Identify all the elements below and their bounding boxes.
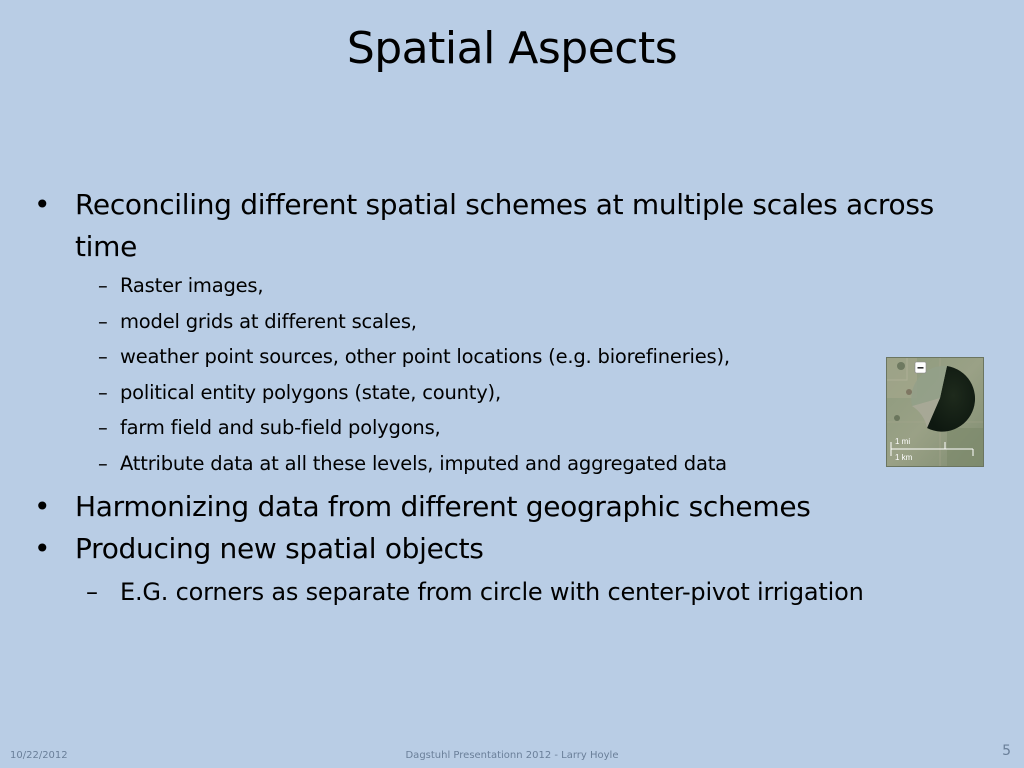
bullet-reconciling (34, 184, 994, 268)
scale-mi-label: 1 mi (895, 437, 911, 446)
dash-icon: – (98, 309, 108, 333)
sub-bullet-text: weather point sources, other point locations (e.g. biorefineries), (120, 345, 730, 369)
sub-bullet-political-polygons (34, 375, 994, 411)
center-pivot-satellite-image (886, 357, 984, 467)
scale-km-label: 1 km (895, 453, 913, 462)
footer-date: 10/22/2012 (10, 750, 68, 761)
dash-icon: – (98, 345, 108, 369)
bullet-harmonizing (34, 486, 994, 528)
sub-bullet-weather-points (34, 339, 994, 375)
slide-number: 5 (1002, 743, 1011, 759)
dash-icon: – (86, 577, 98, 606)
satellite-map-icon (887, 358, 983, 466)
footer-presentation-title: Dagstuhl Presentationn 2012 - Larry Hoyle (405, 750, 619, 761)
dash-icon: – (98, 274, 108, 297)
bullet-text: Reconciling different spatial schemes at multiple scales across time (75, 188, 934, 263)
bullet-icon: • (34, 531, 51, 565)
dash-icon: – (98, 380, 108, 404)
bullet-list (34, 184, 994, 614)
sub-bullet-text: model grids at different scales, (120, 309, 417, 333)
slide-title: Spatial Aspects (346, 23, 678, 74)
bullet-producing (34, 528, 994, 570)
sub-bullet-model-grids (34, 304, 994, 340)
sub-bullet-text: Attribute data at all these levels, imputed and aggregated data (120, 451, 727, 475)
bullet-icon: • (34, 489, 51, 523)
dash-icon: – (98, 451, 108, 475)
sub-bullet-text: political entity polygons (state, county), (120, 380, 501, 404)
sub-bullet-center-pivot (34, 570, 994, 614)
bullet-text: Producing new spatial objects (75, 531, 484, 565)
sub-bullet-text: E.G. corners as separate from circle with center-pivot irrigation (120, 577, 864, 606)
sub-bullet-raster (34, 268, 994, 304)
bullet-icon: • (34, 188, 51, 221)
bullet-text: Harmonizing data from different geographic schemes (75, 489, 811, 523)
sub-bullet-text: Raster images, (120, 274, 264, 297)
dash-icon: – (98, 416, 108, 440)
sub-bullet-text: farm field and sub-field polygons, (120, 416, 441, 440)
sub-bullet-farm-field (34, 410, 994, 446)
sub-bullet-attribute-data (34, 446, 994, 482)
